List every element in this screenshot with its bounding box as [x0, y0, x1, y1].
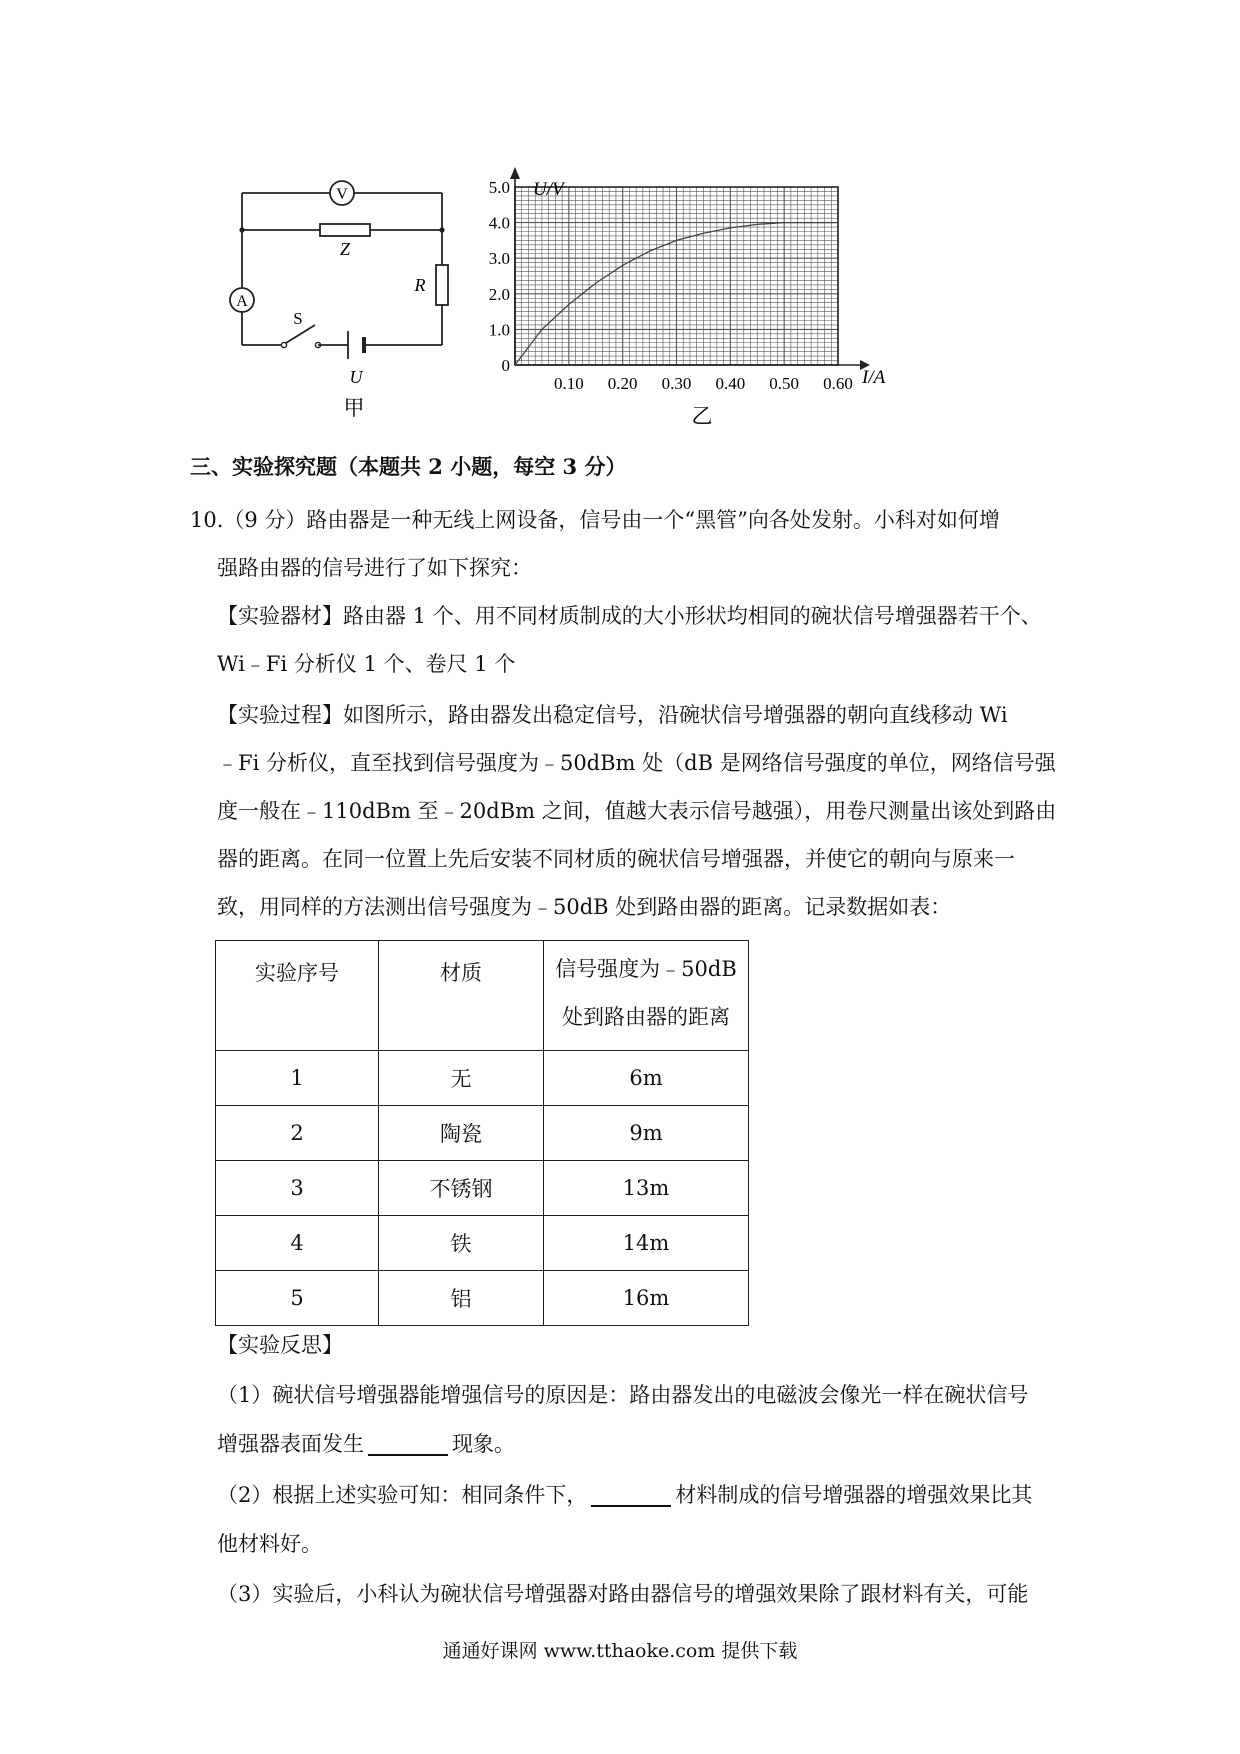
subquestion-1-line1: （1）碗状信号增强器能增强信号的原因是：路由器发出的电磁波会像光一样在碗状信号 [217, 1383, 1029, 1407]
trial-cell: 3 [216, 1161, 379, 1216]
materials-line2: Wi﹣Fi 分析仪 1 个、卷尺 1 个 [217, 652, 516, 676]
subquestion-2-line2: 他材料好。 [217, 1532, 322, 1556]
subquestion-1-text-a: 增强器表面发生 [217, 1432, 364, 1456]
table-row [216, 1271, 749, 1326]
y-tick-label: 4.0 [488, 213, 510, 233]
voltmeter-label: V [336, 186, 348, 203]
x-tick-label: 0.10 [553, 374, 584, 393]
resistor-r-label: R [414, 275, 426, 295]
table-row [216, 1161, 749, 1216]
x-tick-label: 0.40 [715, 374, 746, 393]
u-i-graph [470, 165, 910, 435]
circuit-diagram [220, 165, 460, 430]
material-cell: 铁 [379, 1216, 544, 1271]
switch-s-label: S [293, 309, 303, 328]
component-z-label: Z [339, 239, 351, 259]
graph-y-label: U/V [533, 179, 564, 200]
materials-line1: 【实验器材】路由器 1 个、用不同材质制成的大小形状均相同的碗状信号增强器若干个、 [217, 604, 1042, 628]
table-header-row [216, 941, 749, 1051]
header-material: 材质 [379, 941, 544, 1051]
header-trial-number: 实验序号 [216, 941, 379, 1051]
question-intro-line2: 强路由器的信号进行了如下探究： [217, 556, 532, 580]
x-tick-label: 0.30 [661, 374, 692, 393]
trial-cell: 2 [216, 1106, 379, 1161]
process-line1: 【实验过程】如图所示，路由器发出稳定信号，沿碗状信号增强器的朝向直线移动 Wi [217, 703, 1008, 727]
header-distance-line1: 信号强度为﹣50dB [555, 957, 737, 981]
material-cell: 无 [379, 1051, 544, 1106]
answer-blank-2[interactable] [591, 1485, 671, 1507]
material-cell: 不锈钢 [379, 1161, 544, 1216]
x-tick-label: 0.60 [823, 374, 853, 393]
subquestion-2-text-a: （2）根据上述实验可知：相同条件下， [217, 1483, 588, 1507]
component-z-resistor [320, 224, 370, 236]
y-axis-arrow [510, 167, 520, 179]
distance-cell: 6m [544, 1051, 749, 1106]
trial-cell: 1 [216, 1051, 379, 1106]
subquestion-3-line1: （3）实验后，小科认为碗状信号增强器对路由器信号的增强效果除了跟材料有关，可能 [217, 1582, 1029, 1606]
x-tick-label: 0.50 [769, 374, 800, 393]
circuit-caption: 甲 [343, 396, 365, 420]
process-line4: 器的距离。在同一位置上先后安装不同材质的碗状信号增强器，并使它的朝向与原来一 [217, 847, 1015, 871]
material-cell: 铝 [379, 1271, 544, 1326]
distance-cell: 13m [544, 1161, 749, 1216]
table-row [216, 1051, 749, 1106]
subquestion-2-line1 [217, 1483, 1032, 1507]
resistor-r [436, 265, 448, 305]
reflection-heading: 【实验反思】 [217, 1333, 343, 1357]
distance-cell: 16m [544, 1271, 749, 1326]
table-row [216, 1216, 749, 1271]
y-tick-label: 0 [501, 356, 510, 375]
distance-cell: 9m [544, 1106, 749, 1161]
process-line2: ﹣Fi 分析仪，直至找到信号强度为﹣50dBm 处（dB 是网络信号强度的单位，网络信号强 [217, 751, 1056, 775]
subquestion-1-line2 [217, 1432, 515, 1456]
answer-blank-1[interactable] [368, 1434, 448, 1456]
y-tick-label: 1.0 [488, 320, 510, 340]
results-table [215, 940, 749, 1326]
x-tick-label: 0.20 [607, 374, 638, 393]
distance-cell: 14m [544, 1216, 749, 1271]
subquestion-2-text-b: 材料制成的信号增强器的增强效果比其 [675, 1483, 1033, 1507]
graph-caption: 乙 [691, 404, 713, 428]
trial-cell: 4 [216, 1216, 379, 1271]
ammeter-label: A [236, 293, 248, 310]
page-footer: 通通好课网 www.tthaoke.com 提供下载 [442, 1640, 798, 1662]
y-tick-label: 5.0 [488, 178, 510, 197]
question-intro-line1: 10.（9 分）路由器是一种无线上网设备，信号由一个“黑管”向各处发射。小科对如何增 [190, 508, 1000, 532]
source-u-label: U [349, 367, 363, 387]
material-cell: 陶瓷 [379, 1106, 544, 1161]
table-row [216, 1106, 749, 1161]
section-heading: 三、实验探究题（本题共 2 小题，每空 3 分） [190, 454, 627, 479]
header-distance-line2: 处到路由器的距离 [562, 1005, 730, 1029]
process-line5: 致，用同样的方法测出信号强度为﹣50dB 处到路由器的距离。记录数据如表： [217, 895, 952, 919]
graph-grid [515, 187, 838, 365]
process-line3: 度一般在﹣110dBm 至﹣20dBm 之间，值越大表示信号越强），用卷尺测量出该处到路由 [217, 799, 1057, 823]
y-tick-label: 2.0 [488, 284, 510, 304]
subquestion-1-text-b: 现象。 [452, 1432, 515, 1456]
trial-cell: 5 [216, 1271, 379, 1326]
y-tick-label: 3.0 [488, 249, 510, 269]
header-distance [544, 941, 749, 1051]
graph-x-label: I/A [862, 367, 886, 388]
